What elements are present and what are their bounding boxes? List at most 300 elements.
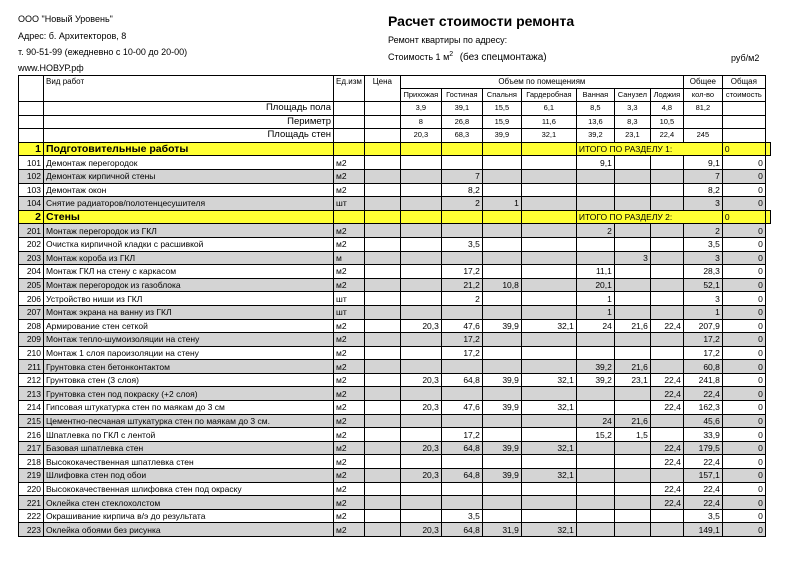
- row-unit: м2: [334, 224, 365, 238]
- summary-value: 10,5: [650, 115, 683, 129]
- row-value: 32,1: [521, 469, 576, 483]
- row-value: [650, 292, 683, 306]
- summary-value: 26,8: [441, 115, 482, 129]
- row-price: [364, 360, 400, 374]
- row-value: 3,5: [441, 509, 482, 523]
- row-value: [650, 251, 683, 265]
- row-unit: м2: [334, 346, 365, 360]
- table-row: [19, 292, 771, 306]
- table-row: [19, 183, 771, 197]
- table-row: [19, 197, 771, 211]
- row-value: [614, 346, 650, 360]
- row-value: [650, 156, 683, 170]
- row-value: [441, 455, 482, 469]
- row-value: 20,3: [400, 319, 441, 333]
- row-value: [400, 482, 441, 496]
- row-value: 22,4: [650, 387, 683, 401]
- row-price: [364, 265, 400, 279]
- row-value: [650, 237, 683, 251]
- row-value: 9,1: [576, 156, 614, 170]
- estimate-body: [19, 76, 771, 537]
- row-value: [650, 523, 683, 537]
- section-empty: [400, 142, 441, 156]
- row-name: Высококачественная шпатлевка стен: [44, 455, 334, 469]
- page-title: Расчет стоимости ремонта: [388, 13, 575, 29]
- row-number: 209: [19, 333, 44, 347]
- row-name: Грунтовка стен бетонконтактом: [44, 360, 334, 374]
- row-number: 205: [19, 278, 44, 292]
- table-row: [19, 373, 771, 387]
- summary-unit: [334, 115, 365, 129]
- row-value: [521, 455, 576, 469]
- row-cost: 0: [722, 496, 765, 510]
- row-number: 219: [19, 469, 44, 483]
- row-price: [364, 156, 400, 170]
- row-price: [364, 414, 400, 428]
- row-cost: 0: [722, 156, 765, 170]
- row-name: Устройство ниши из ГКЛ: [44, 292, 334, 306]
- row-name: Цементно-песчаная штукатурка стен по маякам до 3 см.: [44, 414, 334, 428]
- row-number: 214: [19, 401, 44, 415]
- row-value: [400, 509, 441, 523]
- summary-value: 15,5: [482, 102, 521, 116]
- row-value: [576, 346, 614, 360]
- row-qty: 52,1: [683, 278, 722, 292]
- row-value: [614, 197, 650, 211]
- section-total-label: ИТОГО ПО РАЗДЕЛУ 2:: [576, 210, 722, 224]
- row-value: [521, 278, 576, 292]
- section-total-value: 0: [722, 210, 765, 224]
- row-qty: 17,2: [683, 333, 722, 347]
- row-value: [441, 387, 482, 401]
- row-price: [364, 387, 400, 401]
- row-value: 10,8: [482, 278, 521, 292]
- row-unit: м2: [334, 265, 365, 279]
- section-number: 2: [19, 210, 44, 224]
- row-value: [400, 496, 441, 510]
- summary-value: 20,3: [400, 129, 441, 143]
- row-qty: 149,1: [683, 523, 722, 537]
- row-value: [521, 183, 576, 197]
- row-value: 21,2: [441, 278, 482, 292]
- row-number: 102: [19, 169, 44, 183]
- row-price: [364, 428, 400, 442]
- row-qty: 3: [683, 251, 722, 265]
- row-unit: шт: [334, 197, 365, 211]
- summary-price: [364, 102, 400, 116]
- row-value: [614, 265, 650, 279]
- summary-value: 39,2: [576, 129, 614, 143]
- row-value: 21,6: [614, 319, 650, 333]
- table-row: [19, 333, 771, 347]
- row-value: 2: [441, 292, 482, 306]
- section-title: Стены: [44, 210, 334, 224]
- row-value: [482, 482, 521, 496]
- summary-value: 39,1: [441, 102, 482, 116]
- row-name: Грунтовка стен (3 слоя): [44, 373, 334, 387]
- row-value: [576, 523, 614, 537]
- row-qty: 241,8: [683, 373, 722, 387]
- row-number: 103: [19, 183, 44, 197]
- row-unit: м2: [334, 319, 365, 333]
- row-number: 207: [19, 305, 44, 319]
- section-empty: [400, 210, 441, 224]
- row-number: 211: [19, 360, 44, 374]
- row-price: [364, 469, 400, 483]
- row-value: [576, 469, 614, 483]
- row-cost: 0: [722, 333, 765, 347]
- row-value: [521, 482, 576, 496]
- row-value: [482, 455, 521, 469]
- row-value: [521, 360, 576, 374]
- row-value: [576, 183, 614, 197]
- summary-value: 8,5: [576, 102, 614, 116]
- table-row: [19, 455, 771, 469]
- table-row: [19, 305, 771, 319]
- summary-value: 13,6: [576, 115, 614, 129]
- row-number: 210: [19, 346, 44, 360]
- section-empty: [334, 210, 365, 224]
- row-qty: 60,8: [683, 360, 722, 374]
- row-value: 22,4: [650, 455, 683, 469]
- row-value: 17,2: [441, 346, 482, 360]
- row-number: 221: [19, 496, 44, 510]
- summary-value: 4,8: [650, 102, 683, 116]
- table-row: [19, 278, 771, 292]
- row-value: 24: [576, 319, 614, 333]
- row-number: 213: [19, 387, 44, 401]
- row-value: [482, 333, 521, 347]
- row-value: [521, 251, 576, 265]
- row-cost: 0: [722, 523, 765, 537]
- row-value: 39,9: [482, 469, 521, 483]
- table-row: [19, 414, 771, 428]
- section-title: Подготовительные работы: [44, 142, 334, 156]
- row-value: [482, 414, 521, 428]
- row-value: 22,4: [650, 401, 683, 415]
- row-value: 1: [576, 305, 614, 319]
- row-name: Оклейка обоями без рисунка: [44, 523, 334, 537]
- row-name: Монтаж тепло-шумоизоляции на стену: [44, 333, 334, 347]
- room-header: Гардеробная: [521, 89, 576, 102]
- row-cost: 0: [722, 278, 765, 292]
- row-price: [364, 333, 400, 347]
- row-value: [650, 265, 683, 279]
- row-price: [364, 441, 400, 455]
- row-value: [400, 360, 441, 374]
- row-name: Демонтаж кирпичной стены: [44, 169, 334, 183]
- row-number: 217: [19, 441, 44, 455]
- row-unit: м2: [334, 455, 365, 469]
- row-value: 32,1: [521, 441, 576, 455]
- row-cost: 0: [722, 373, 765, 387]
- section-empty: [765, 142, 770, 156]
- row-qty: 22,4: [683, 455, 722, 469]
- row-number: 203: [19, 251, 44, 265]
- row-value: [400, 292, 441, 306]
- table-row: [19, 360, 771, 374]
- company-phone: т. 90-51-99 (ежедневно с 10-00 до 20-00): [18, 47, 188, 57]
- row-price: [364, 509, 400, 523]
- row-cost: 0: [722, 509, 765, 523]
- row-unit: м2: [334, 237, 365, 251]
- cost-line-label: Стоимость 1 м: [388, 52, 450, 62]
- row-value: [521, 428, 576, 442]
- row-price: [364, 251, 400, 265]
- row-name: Шлифовка стен под обои: [44, 469, 334, 483]
- row-value: 20,1: [576, 278, 614, 292]
- row-value: 20,3: [400, 441, 441, 455]
- row-value: [521, 414, 576, 428]
- row-price: [364, 278, 400, 292]
- unit-label: руб/м2: [731, 53, 760, 63]
- row-unit: м2: [334, 414, 365, 428]
- row-price: [364, 237, 400, 251]
- row-value: 21,6: [614, 414, 650, 428]
- row-qty: 8,2: [683, 183, 722, 197]
- row-price: [364, 455, 400, 469]
- row-value: 22,4: [650, 373, 683, 387]
- row-value: 11,1: [576, 265, 614, 279]
- row-value: 39,9: [482, 319, 521, 333]
- row-value: 1: [482, 197, 521, 211]
- section-empty: [441, 210, 482, 224]
- row-cost: 0: [722, 292, 765, 306]
- row-value: [576, 333, 614, 347]
- row-name: Окрашивание кирпича в/э до результата: [44, 509, 334, 523]
- summary-value: 22,4: [650, 129, 683, 143]
- row-name: Снятие радиаторов/полотенцесушителя: [44, 197, 334, 211]
- row-value: [482, 428, 521, 442]
- summary-value: 15,9: [482, 115, 521, 129]
- row-cost: 0: [722, 251, 765, 265]
- row-value: [400, 305, 441, 319]
- row-cost: 0: [722, 319, 765, 333]
- summary-total: 245: [683, 129, 722, 143]
- row-name: Монтаж короба из ГКЛ: [44, 251, 334, 265]
- row-number: 220: [19, 482, 44, 496]
- cost-line: [388, 51, 547, 63]
- row-name: Демонтаж окон: [44, 183, 334, 197]
- row-value: [482, 292, 521, 306]
- row-price: [364, 169, 400, 183]
- cost-line-sup: 2: [449, 51, 454, 58]
- table-row: [19, 469, 771, 483]
- header-row-1: [19, 76, 771, 89]
- row-name: Гипсовая штукатурка стен по маякам до 3 см: [44, 401, 334, 415]
- row-value: [482, 509, 521, 523]
- row-price: [364, 319, 400, 333]
- row-value: 20,3: [400, 523, 441, 537]
- row-value: [576, 441, 614, 455]
- section-empty: [521, 210, 576, 224]
- row-cost: 0: [722, 401, 765, 415]
- row-name: Шпатлевка по ГКЛ с лентой: [44, 428, 334, 442]
- row-value: [614, 455, 650, 469]
- row-value: [400, 183, 441, 197]
- table-row: [19, 523, 771, 537]
- table-row: [19, 509, 771, 523]
- summary-price: [364, 115, 400, 129]
- row-number: 212: [19, 373, 44, 387]
- summary-value: 68,3: [441, 129, 482, 143]
- row-value: [400, 265, 441, 279]
- summary-row: [19, 115, 771, 129]
- table-row: [19, 251, 771, 265]
- row-qty: 28,3: [683, 265, 722, 279]
- row-value: [614, 496, 650, 510]
- row-value: [482, 496, 521, 510]
- row-value: 17,2: [441, 428, 482, 442]
- row-value: [400, 387, 441, 401]
- row-value: [521, 509, 576, 523]
- summary-price: [364, 129, 400, 143]
- row-value: [521, 197, 576, 211]
- row-value: [614, 523, 650, 537]
- row-value: [650, 224, 683, 238]
- summary-value: 8,3: [614, 115, 650, 129]
- section-empty: [482, 142, 521, 156]
- row-value: 39,2: [576, 360, 614, 374]
- row-value: 47,6: [441, 401, 482, 415]
- row-value: [576, 387, 614, 401]
- row-number: 223: [19, 523, 44, 537]
- row-price: [364, 346, 400, 360]
- row-value: 20,3: [400, 469, 441, 483]
- row-value: [521, 237, 576, 251]
- row-value: [400, 251, 441, 265]
- row-name: Монтаж 1 слоя пароизоляции на стену: [44, 346, 334, 360]
- summary-label: Периметр: [44, 115, 334, 129]
- section-empty: [482, 210, 521, 224]
- row-value: 39,2: [576, 373, 614, 387]
- summary-value: 39,9: [482, 129, 521, 143]
- room-header: Прихожая: [400, 89, 441, 102]
- row-cost: 0: [722, 469, 765, 483]
- row-value: [521, 333, 576, 347]
- table-row: [19, 482, 771, 496]
- row-price: [364, 496, 400, 510]
- row-number: 101: [19, 156, 44, 170]
- row-name: Монтаж перегородок из газоблока: [44, 278, 334, 292]
- row-value: 24: [576, 414, 614, 428]
- row-unit: м2: [334, 496, 365, 510]
- table-row: [19, 169, 771, 183]
- row-cost: 0: [722, 265, 765, 279]
- row-value: 21,6: [614, 360, 650, 374]
- row-value: [576, 237, 614, 251]
- row-value: 22,4: [650, 496, 683, 510]
- row-unit: м2: [334, 523, 365, 537]
- row-number: 218: [19, 455, 44, 469]
- row-unit: м2: [334, 387, 365, 401]
- row-value: [482, 265, 521, 279]
- row-value: [650, 428, 683, 442]
- row-value: [441, 414, 482, 428]
- company-name: ООО "Новый Уровень": [18, 14, 113, 24]
- row-value: [482, 360, 521, 374]
- row-value: 1,5: [614, 428, 650, 442]
- table-row: [19, 401, 771, 415]
- row-value: [400, 224, 441, 238]
- row-value: [482, 387, 521, 401]
- row-value: [482, 251, 521, 265]
- row-value: [614, 469, 650, 483]
- summary-value: 3,3: [614, 102, 650, 116]
- table-row: [19, 441, 771, 455]
- row-value: [441, 251, 482, 265]
- summary-row: [19, 102, 771, 116]
- row-value: [482, 237, 521, 251]
- row-cost: 0: [722, 441, 765, 455]
- row-qty: 22,4: [683, 482, 722, 496]
- row-number: 215: [19, 414, 44, 428]
- row-qty: 22,4: [683, 496, 722, 510]
- row-price: [364, 292, 400, 306]
- row-value: [482, 156, 521, 170]
- row-value: [521, 169, 576, 183]
- header-total-cost-1: Общая: [722, 76, 765, 89]
- row-value: [614, 387, 650, 401]
- row-cost: 0: [722, 346, 765, 360]
- row-value: [441, 224, 482, 238]
- row-unit: м2: [334, 156, 365, 170]
- row-value: 17,2: [441, 265, 482, 279]
- row-value: [482, 346, 521, 360]
- section-row: [19, 210, 771, 224]
- table-row: [19, 265, 771, 279]
- row-qty: 33,9: [683, 428, 722, 442]
- row-value: [400, 278, 441, 292]
- row-unit: м2: [334, 183, 365, 197]
- row-price: [364, 373, 400, 387]
- company-site: www.НОВУР.рф: [18, 63, 84, 73]
- row-unit: м2: [334, 401, 365, 415]
- header-volume: Объем по помещениям: [400, 76, 683, 89]
- row-price: [364, 197, 400, 211]
- row-qty: 3,5: [683, 237, 722, 251]
- row-name: Базовая шпатлевка стен: [44, 441, 334, 455]
- row-value: 32,1: [521, 401, 576, 415]
- row-name: Грунтовка стен под покраску (+2 слоя): [44, 387, 334, 401]
- section-total-value: 0: [722, 142, 765, 156]
- row-qty: 22,4: [683, 387, 722, 401]
- row-number: 204: [19, 265, 44, 279]
- row-value: [576, 509, 614, 523]
- row-unit: м: [334, 251, 365, 265]
- row-value: [441, 305, 482, 319]
- row-price: [364, 224, 400, 238]
- row-value: [650, 197, 683, 211]
- row-value: 2: [576, 224, 614, 238]
- section-empty: [334, 142, 365, 156]
- row-value: [521, 292, 576, 306]
- row-value: [482, 169, 521, 183]
- header-total-cost-2: стоимость: [722, 89, 765, 102]
- row-price: [364, 482, 400, 496]
- row-qty: 162,3: [683, 401, 722, 415]
- header-blank: [19, 76, 44, 102]
- header-price: Цена: [364, 76, 400, 102]
- table-row: [19, 319, 771, 333]
- row-value: 64,8: [441, 373, 482, 387]
- row-value: [650, 414, 683, 428]
- row-value: [576, 197, 614, 211]
- row-qty: 179,5: [683, 441, 722, 455]
- row-cost: 0: [722, 224, 765, 238]
- row-value: [650, 346, 683, 360]
- row-value: 2: [441, 197, 482, 211]
